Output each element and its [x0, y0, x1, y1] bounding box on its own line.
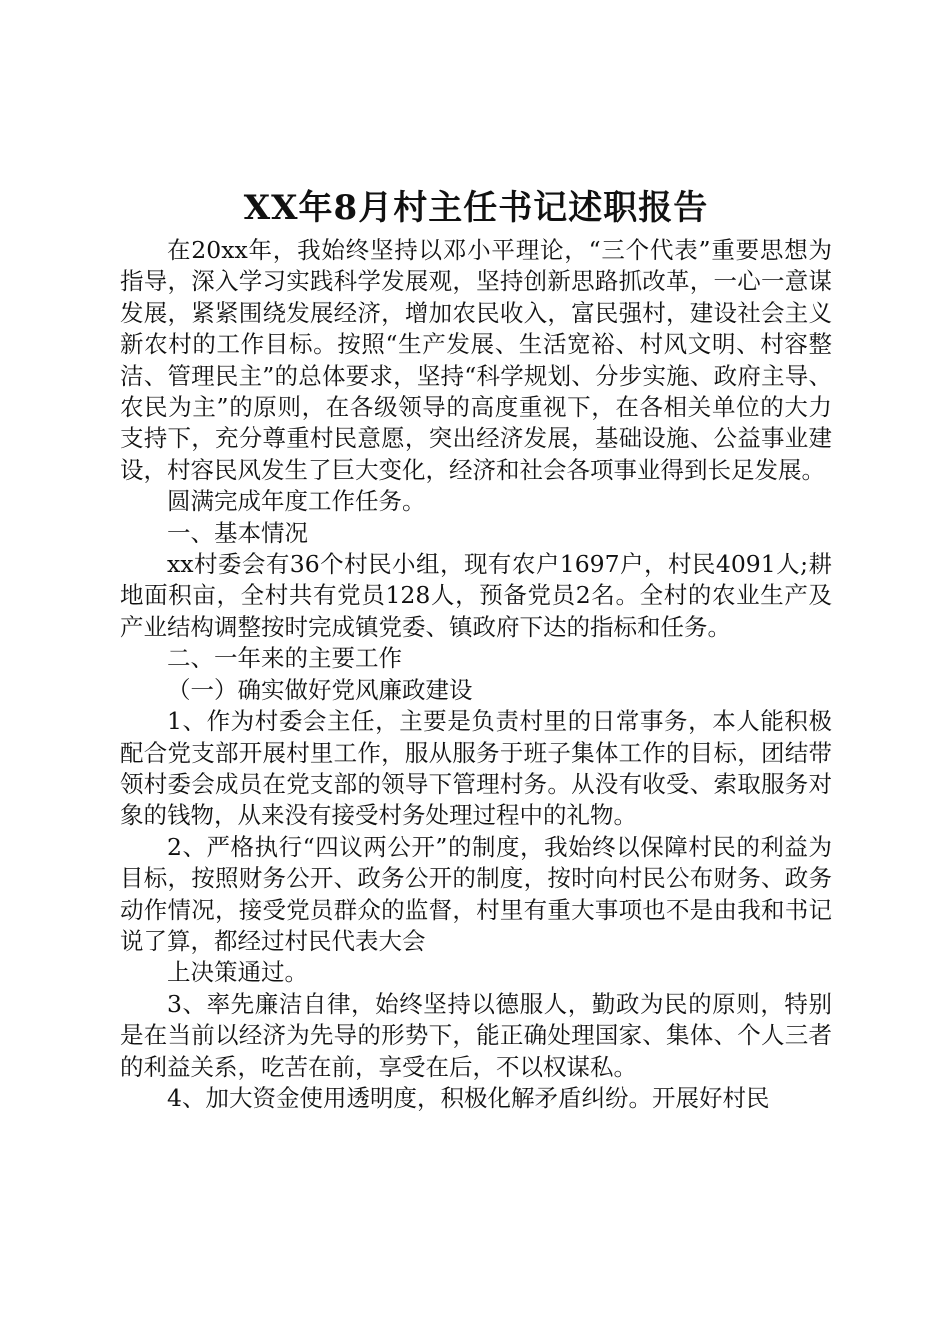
section-heading-main-work: 二、一年来的主要工作 [167, 644, 402, 673]
section-heading-basic-situation: 一、基本情况 [167, 518, 308, 547]
paragraph-item-2: 2、严格执行“四议两公开”的制度，我始终以保障村民的利益为目标，按照财务公开、政务公开的制度，按时向村民公布财务、政务动作情况，接受党员群众的监督，村里有重大事项也不是由我和书记说了算，都经过村民代表大会 [120, 832, 832, 955]
paragraph-intro: 在20xx年，我始终坚持以邓小平理论，“三个代表”重要思想为指导，深入学习实践科学发展观，坚持创新思路抓改革，一心一意谋发展，紧紧围绕发展经济，增加农民收入，富民强村，建设社会主义新农村的工作目标。按照“生产发展、生活宽裕、村风文明、村容整洁、管理民主”的总体要求，坚持“科学规划、分步实施、政府主导、农民为主”的原则，在各级领导的高度重视下，在各相关单位的大力支持下，充分尊重村民意愿，突出经济发展，基础设施、公益事业建设，村容民风发生了巨大变化，经济和社会各项事业得到长足发展。 [120, 236, 832, 484]
paragraph-task-complete: 圆满完成年度工作任务。 [167, 487, 426, 516]
paragraph-village-statistics: xx村委会有36个村民小组，现有农户1697户，村民4091人;耕地面积亩，全村共有党员128人，预备党员2名。全村的农业生产及产业结构调整按时完成镇党委、镇政府下达的指标和任务。 [120, 550, 832, 641]
paragraph-item-1: 1、作为村委会主任，主要是负责村里的日常事务，本人能积极配合党支部开展村里工作，服从服务于班子集体工作的目标，团结带领村委会成员在党支部的领导下管理村务。从没有收受、索取服务对象的钱物，从来没有接受村务处理过程中的礼物。 [120, 707, 832, 830]
document-body [120, 183, 832, 1114]
paragraph-item-2-continued: 上决策通过。 [167, 958, 308, 987]
document-title: XX年8月村主任书记述职报告 [243, 188, 709, 228]
paragraph-item-4: 4、加大资金使用透明度，积极化解矛盾纠纷。开展好村民 [167, 1083, 770, 1112]
paragraph-item-3: 3、率先廉洁自律，始终坚持以德服人，勤政为民的原则，特别是在当前以经济为先导的形势下，能正确处理国家、集体、个人三者的利益关系，吃苦在前，享受在后，不以权谋私。 [120, 989, 832, 1081]
subsection-heading-party-integrity: （一）确实做好党风廉政建设 [167, 675, 473, 704]
